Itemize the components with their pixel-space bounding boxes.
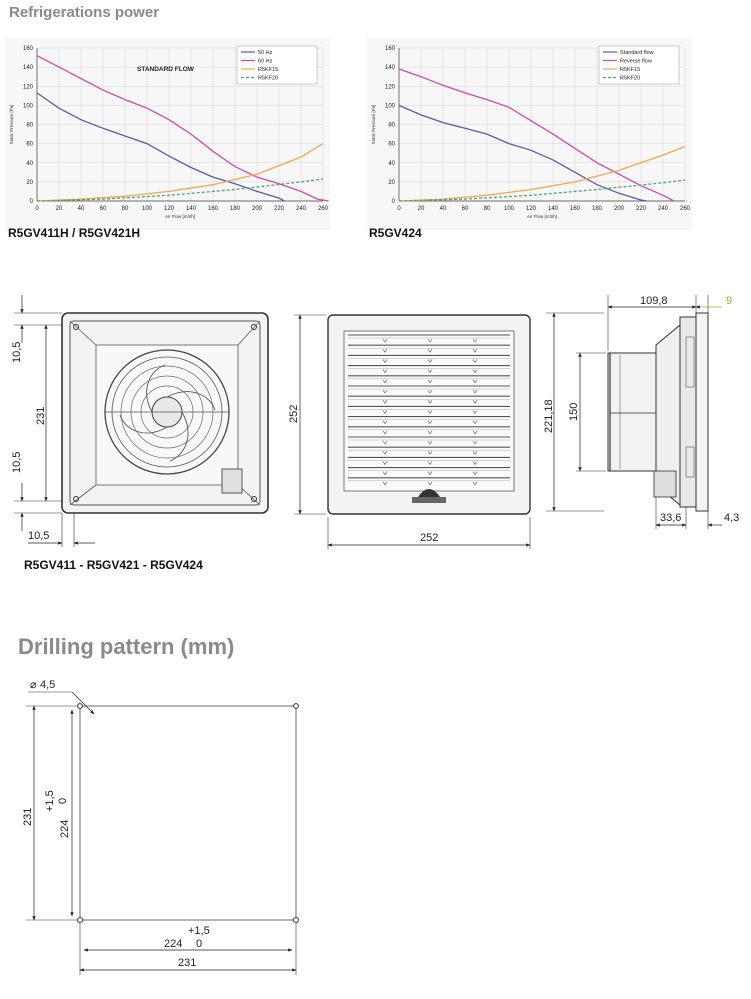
- x-tick-label: 20: [55, 206, 63, 212]
- fan-body: [608, 353, 656, 471]
- x-tick-label: 80: [121, 206, 129, 212]
- dim-side-height: 221,18: [543, 399, 555, 433]
- x-tick-label: 100: [503, 206, 515, 212]
- x-tick-label: 240: [657, 206, 669, 212]
- tol-vertical-zero: 0: [57, 797, 69, 804]
- dim-front-offset: 10,5: [28, 530, 50, 542]
- y-axis-label: Static Pressure [Pa]: [371, 104, 376, 145]
- x-tick-label: 20: [417, 206, 425, 212]
- chart-standard-flow: [5, 38, 330, 230]
- dim-side-bottom-a: 33,6: [660, 512, 682, 524]
- x-tick-label: 120: [525, 206, 537, 212]
- tol-horizontal-plus: +1,5: [188, 925, 210, 937]
- y-tick-label: 0: [391, 199, 395, 205]
- legend-label: R5KF15: [620, 67, 641, 73]
- x-tick-label: 180: [229, 206, 241, 212]
- drill-hole: [294, 704, 299, 709]
- y-tick-label: 80: [388, 122, 395, 129]
- y-tick-label: 40: [26, 160, 33, 167]
- grille-view: [328, 315, 530, 514]
- x-tick-label: 0: [35, 206, 39, 212]
- dim-grille-width: 252: [420, 532, 439, 544]
- x-axis-label: Air Flow [m3/h]: [526, 214, 558, 219]
- x-tick-label: 180: [591, 206, 603, 212]
- cutout-outline: [80, 706, 296, 920]
- diameter-symbol: ⌀: [30, 679, 37, 691]
- page-title: Refrigerations power: [9, 4, 160, 21]
- dim-front-bottom: 10,5: [11, 451, 23, 473]
- dim-outer-vertical: 231: [22, 807, 34, 826]
- dim-side-depth: 109,8: [640, 295, 668, 307]
- side-terminal: [654, 471, 676, 497]
- legend-label: Reverse flow: [620, 58, 652, 65]
- legend-label: R5KF20: [258, 75, 279, 82]
- x-tick-label: 140: [547, 206, 559, 212]
- y-tick-label: 120: [384, 84, 395, 91]
- x-tick-label: 240: [295, 206, 307, 212]
- x-tick-label: 160: [207, 206, 219, 212]
- dim-inner-vertical: 224: [59, 819, 71, 838]
- legend-label: R5KF20: [620, 75, 641, 82]
- y-tick-label: 60: [388, 141, 395, 148]
- y-tick-label: 140: [22, 65, 33, 72]
- front-view: [62, 313, 268, 513]
- dim-side-bottom-b: 4,3: [724, 512, 740, 524]
- y-tick-label: 140: [384, 65, 395, 72]
- x-tick-label: 160: [569, 206, 581, 212]
- drilling-pattern-diagram: [0, 670, 340, 975]
- tol-horizontal-zero: 0: [196, 938, 203, 950]
- x-axis-label: Air Flow [m3/h]: [164, 214, 196, 219]
- x-tick-label: 200: [613, 206, 625, 212]
- legend-label: 60 Hz: [258, 58, 273, 65]
- x-tick-label: 220: [635, 206, 647, 212]
- grille-profile: [696, 313, 708, 511]
- y-tick-label: 20: [388, 179, 395, 186]
- x-tick-label: 260: [317, 206, 329, 212]
- x-tick-label: 40: [77, 206, 85, 212]
- y-tick-label: 100: [384, 103, 395, 110]
- tol-vertical-plus: +1,5: [44, 790, 56, 812]
- x-tick-label: 140: [185, 206, 197, 212]
- y-tick-label: 80: [26, 122, 33, 129]
- dim-outer-horizontal: 231: [178, 957, 197, 969]
- x-tick-label: 80: [483, 206, 491, 212]
- drilling-title: Drilling pattern (mm): [18, 634, 235, 659]
- x-tick-label: 220: [273, 206, 285, 212]
- x-tick-label: 0: [397, 206, 401, 212]
- models-caption: R5GV411 - R5GV421 - R5GV424: [24, 558, 203, 572]
- x-tick-label: 100: [141, 206, 153, 212]
- y-tick-label: 40: [388, 160, 395, 167]
- y-axis-label: Static Pressure [Pa]: [9, 104, 14, 145]
- y-tick-label: 100: [22, 103, 33, 110]
- chart-annotation: STANDARD FLOW: [137, 66, 194, 73]
- dim-front-top: 10,5: [11, 341, 23, 363]
- x-tick-label: 200: [251, 206, 263, 212]
- drill-hole: [78, 918, 83, 923]
- x-tick-label: 260: [679, 206, 691, 212]
- legend-label: 50 Hz: [258, 50, 273, 56]
- y-tick-label: 0: [29, 199, 33, 205]
- x-tick-label: 40: [439, 206, 447, 212]
- chart-caption-1: R5GV411H / R5GV421H: [8, 226, 141, 240]
- dim-side-front: 9: [726, 295, 733, 307]
- x-tick-label: 60: [99, 206, 107, 212]
- chart-caption-2: R5GV424: [369, 226, 422, 240]
- y-tick-label: 160: [22, 46, 33, 52]
- frame-profile: [680, 317, 696, 507]
- y-tick-label: 160: [384, 46, 395, 52]
- dim-front-height: 231: [35, 406, 47, 425]
- y-tick-label: 60: [26, 141, 33, 148]
- dim-side-inner: 150: [568, 402, 580, 421]
- legend-label: R5KF15: [258, 67, 279, 73]
- side-view: [608, 313, 708, 511]
- y-tick-label: 120: [22, 84, 33, 91]
- drill-hole: [78, 704, 83, 709]
- x-tick-label: 120: [163, 206, 175, 212]
- legend-label: Standard flow: [620, 50, 654, 56]
- dimension-drawings: [0, 285, 751, 560]
- dim-hole-diameter: 4,5: [40, 679, 56, 691]
- dim-inner-horizontal: 224: [164, 938, 183, 950]
- drill-hole: [294, 918, 299, 923]
- y-tick-label: 20: [26, 179, 33, 186]
- chart-flow-comparison: [367, 38, 692, 230]
- terminal-block: [222, 469, 242, 493]
- dim-grille-height: 252: [288, 404, 300, 423]
- x-tick-label: 60: [461, 206, 469, 212]
